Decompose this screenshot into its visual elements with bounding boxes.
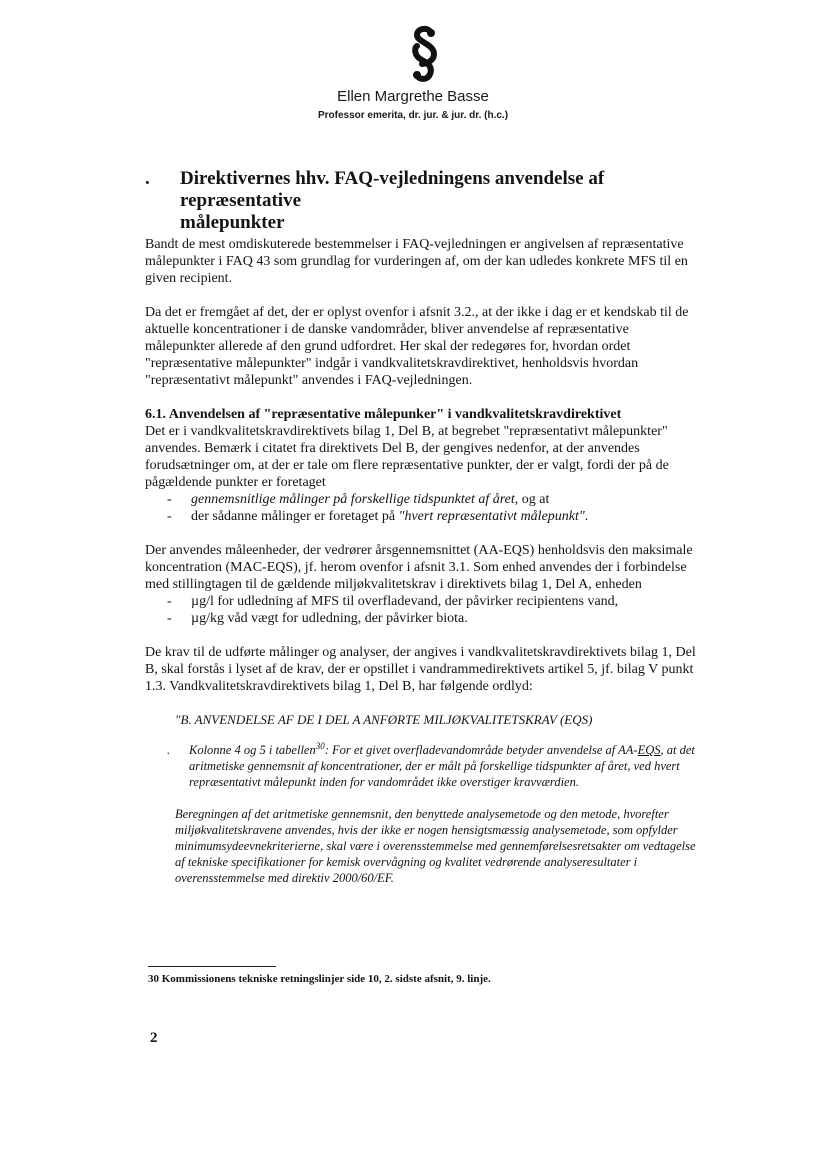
list-dash: - xyxy=(167,611,172,626)
footnote-reference[interactable]: 30 xyxy=(315,740,325,751)
list-item xyxy=(145,491,701,508)
section-heading xyxy=(145,168,701,234)
quote-paragraph: Beregningen af det aritmetiske gennemsnit, den benyttede analysemetode og den metode, hvorefter miljøkvalitetskravene anvendes, hvis der ikke er nogen hensigtsmæssig analysemetode, som opfylder minimumsydeevnekriterierne, skal være i overensstemmelse med gennemførelsesretsakter om vedtagelse af tekniske specifikationer for kemisk overvågning og kvalitet vedrørende analyseresultater i overensstemmelse med direktiv 2000/60/EF. xyxy=(175,807,696,885)
section-sign-logo-icon xyxy=(404,24,444,84)
quote-bullet: . xyxy=(167,743,171,757)
list-item xyxy=(145,593,701,610)
list-item xyxy=(145,508,701,525)
quote-title: "B. ANVENDELSE AF DE I DEL A ANFØRTE MILJØKVALITETSKRAV (EQS) xyxy=(175,712,593,727)
dash-list xyxy=(145,491,701,525)
list-dash: - xyxy=(167,509,172,524)
paragraph: Da det er fremgået af det, der er oplyst ovenfor i afsnit 3.2., at der ikke i dag er et kendskab til de aktuelle koncentrationer i de danske vandområder, bliver anvendelse af repræsentative målepunkter allerede af den grund udfordret. Her skal der redegøres for, hvordan ordet "repræsentative målepunkter" indgår i vandkvalitetskravdirektivet, henholdsvis hvordan "repræsentativt målepunkt" anvendes i FAQ-vejledningen. xyxy=(145,305,689,388)
paragraph: De krav til de udførte målinger og analyser, der angives i vandkvalitetskravdirektivets bilag 1, Del B, skal forstås i lyset af de krav, der er opstillet i vandrammedirektivets artikel 5, jf. bilag V punkt 1.3. Vandkvalitetskravdirektivets bilag 1, Del B, har følgende ordlyd: xyxy=(145,645,696,694)
list-item-italic: "hvert repræsentativt målepunkt" xyxy=(398,509,585,524)
footnote-divider xyxy=(148,966,276,967)
list-item-italic: gennemsnitlige målinger på forskellige tidspunktet af året, xyxy=(191,492,519,507)
list-dash: - xyxy=(167,594,172,609)
author-name: Ellen Margrethe Basse xyxy=(337,88,489,105)
block-quote xyxy=(145,711,701,886)
paragraph: Der anvendes måleenheder, der vedrører årsgennemsnittet (AA-EQS) henholdsvis den maksimale koncentration (MAC-EQS), jf. herom ovenfor i afsnit 3.1. Som enhed anvendes der i forbindelse med stillingtagen til de gældende miljøkvalitetskrav i direktivets bilag 1, Del A, enheden xyxy=(145,543,693,592)
paragraph: Bandt de mest omdiskuterede bestemmelser i FAQ-vejledningen er angivelsen af repræsentative målepunkter i FAQ 43 som grundlag for vurderingen af, om der kan udledes konkrete MFS til en given recipient. xyxy=(145,237,688,286)
section-heading-line2: målepunkter xyxy=(180,212,285,233)
list-item xyxy=(145,610,701,627)
quote-item-text: , at det aritmetiske gennemsnit af koncentrationer, der er målt på forskellige tidspunkter af året, ved hvert repræsentativt målepunkt inden for vandområdet ikke overstiger kravværdien. xyxy=(189,743,695,789)
footnote: 30 Kommissionens tekniske retningslinjer side 10, 2. sidste afsnit, 9. linje. xyxy=(148,973,491,985)
list-dash: - xyxy=(167,492,172,507)
list-item-text: og at xyxy=(518,492,550,507)
page-number: 2 xyxy=(150,1030,158,1046)
section-heading-line1: Direktivernes hhv. FAQ-vejledningens anvendelse af repræsentative xyxy=(180,168,605,211)
list-item-text: . xyxy=(584,509,589,524)
document-body xyxy=(145,168,701,886)
list-item-text: der sådanne målinger er foretaget på xyxy=(191,509,399,524)
quote-item-lead: Kolonne 4 og 5 i tabellen xyxy=(189,743,316,757)
subsection-heading: 6.1. Anvendelsen af "repræsentative målepunker" i vandkvalitetskravdirektivet xyxy=(145,407,622,422)
quote-item xyxy=(167,742,701,790)
subsection xyxy=(145,406,701,695)
dash-list xyxy=(145,593,701,627)
list-item-text: µg/l for udledning af MFS til overfladevand, der påvirker recipientens vand, xyxy=(191,594,619,609)
quote-item-underlined: EQS xyxy=(637,743,661,757)
quote-item-text: : For et givet overfladevandområde betyder anvendelse af AA- xyxy=(324,743,638,757)
heading-bullet: . xyxy=(145,168,150,189)
author-title: Professor emerita, dr. jur. & jur. dr. (h.c.) xyxy=(317,110,509,121)
list-item-text: µg/kg våd vægt for udledning, der påvirker biota. xyxy=(191,611,468,626)
paragraph: Det er i vandkvalitetskravdirektivets bilag 1, Del B, at begrebet "repræsentativt målepunkter" anvendes. Bemærk i citatet fra direktivets Del B, der gengives nedenfor, at der anvendes forudsætninger om, at der er tale om flere repræsentative punkter, der er valgt, fordi der på de pågældende punkter er foretaget xyxy=(145,424,669,490)
